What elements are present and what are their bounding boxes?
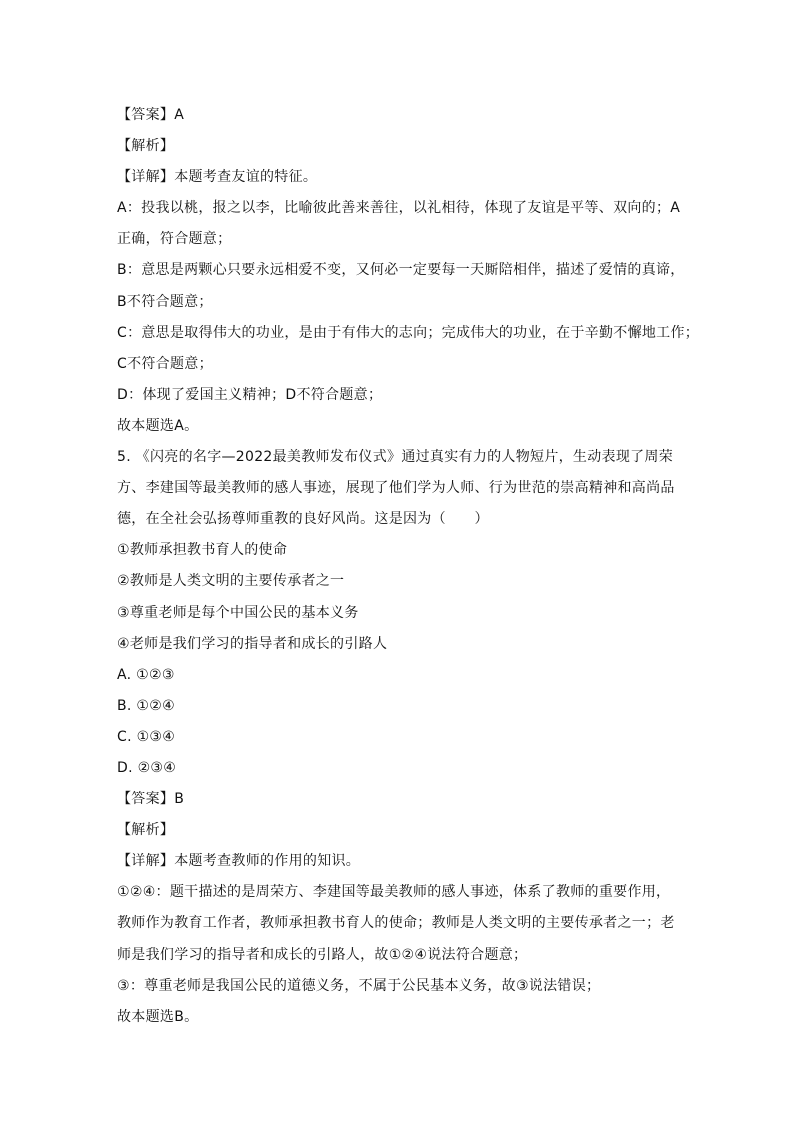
q4-conclusion: 故本题选A。 bbox=[117, 417, 199, 434]
q5-analysis-heading: 【解析】 bbox=[117, 822, 175, 839]
q5-stem: 5. 《闪亮的名字—2022最美教师发布仪式》通过真实有力的人物短片，生动表现了周荣 bbox=[117, 449, 674, 466]
q5-statement: ③尊重老师是每个中国公民的基本义务 bbox=[117, 604, 359, 621]
q5-option-b: B. ①②④ bbox=[117, 697, 175, 714]
q5-explain-line: 教师作为教育工作者，教师承担教书育人的使命；教师是人类文明的主要传承者之一；老 bbox=[117, 915, 675, 932]
q5-answer: 【答案】B bbox=[117, 791, 185, 808]
q5-option-a: A. ①②③ bbox=[117, 666, 175, 683]
q4-line: B不符合题意； bbox=[117, 293, 213, 310]
q4-line: D：体现了爱国主义精神；D不符合题意； bbox=[117, 386, 383, 403]
q5-conclusion: 故本题选B。 bbox=[117, 1008, 199, 1025]
q4-line: C不符合题意； bbox=[117, 355, 213, 372]
q5-detail: 【详解】本题考查教师的作用的知识。 bbox=[117, 853, 361, 870]
q5-statement: ④老师是我们学习的指导者和成长的引路人 bbox=[117, 635, 388, 652]
q5-statement: ①教师承担教书育人的使命 bbox=[117, 542, 288, 559]
q4-detail: 【详解】本题考查友谊的特征。 bbox=[117, 169, 318, 186]
q4-line: B：意思是两颗心只要永远相爱不变，又何必一定要每一天厮陪相伴，描述了爱情的真谛， bbox=[117, 262, 685, 279]
document-page bbox=[117, 100, 700, 1033]
q4-answer: 【答案】A bbox=[117, 107, 185, 123]
q4-line: C：意思是取得伟大的功业，是由于有伟大的志向；完成伟大的功业，在于辛勤不懈地工作； bbox=[117, 324, 700, 341]
q4-analysis-heading: 【解析】 bbox=[117, 138, 175, 155]
q5-explain-line: 师是我们学习的指导者和成长的引路人，故①②④说法符合题意； bbox=[117, 946, 528, 963]
q5-option-c: C. ①③④ bbox=[117, 728, 176, 745]
q5-explain-line: ①②④：题干描述的是周荣方、李建国等最美教师的感人事迹，体系了教师的重要作用， bbox=[117, 884, 671, 901]
q5-explain-line: ③：尊重老师是我国公民的道德义务，不属于公民基本义务，故③说法错误； bbox=[117, 977, 601, 994]
q4-line: 正确，符合题意； bbox=[117, 231, 232, 248]
q5-stem: 方、李建国等最美教师的感人事迹，展现了他们学为人师、行为世范的崇高精神和高尚品 bbox=[117, 480, 675, 497]
q5-statement: ②教师是人类文明的主要传承者之一 bbox=[117, 573, 345, 590]
q4-line: A：投我以桃，报之以李，比喻彼此善来善往，以礼相待，体现了友谊是平等、双向的；A bbox=[117, 200, 681, 217]
q5-option-d: D. ②③④ bbox=[117, 759, 177, 776]
q5-stem: 德，在全社会弘扬尊师重教的良好风尚。这是因为（ ） bbox=[117, 511, 489, 528]
